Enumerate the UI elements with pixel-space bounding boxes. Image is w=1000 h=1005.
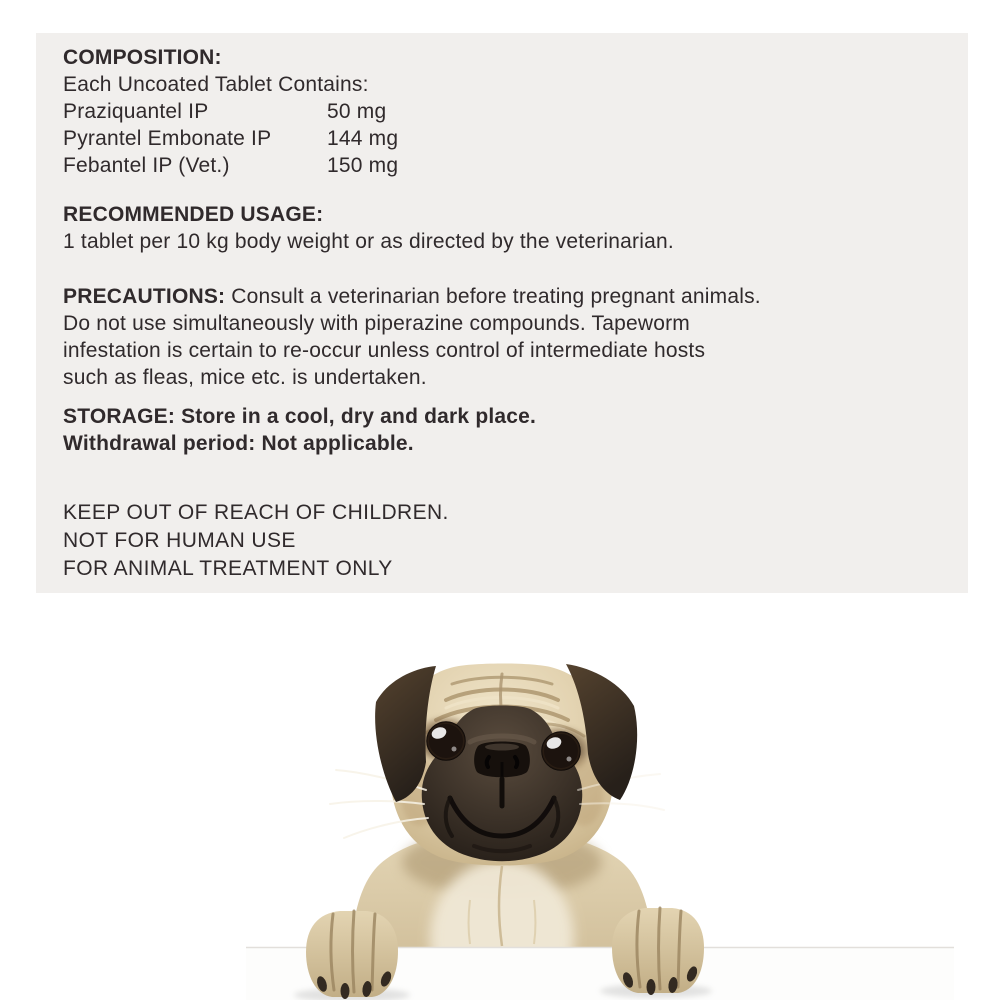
paw-shadow-left xyxy=(294,988,410,1000)
ingredient-row xyxy=(63,125,398,152)
pug-chest xyxy=(430,860,574,1000)
ingredient-amount: 144 mg xyxy=(327,127,399,150)
pug-whiskers xyxy=(330,770,664,838)
warning-line: FOR ANIMAL TREATMENT ONLY xyxy=(63,557,393,580)
pug-eye-right xyxy=(542,732,580,770)
pug-paw-right xyxy=(612,908,704,995)
pug-head xyxy=(330,664,664,866)
forehead-wrinkles xyxy=(420,674,584,736)
ingredient-name: Praziquantel IP xyxy=(63,100,209,123)
composition-section xyxy=(63,44,398,179)
ingredient-amount: 150 mg xyxy=(327,154,399,177)
precautions-line xyxy=(63,283,893,310)
pug-ear-left xyxy=(375,666,436,802)
ingredient-row xyxy=(63,98,398,125)
precautions-heading: PRECAUTIONS: xyxy=(63,285,226,308)
pug-muzzle xyxy=(422,706,583,862)
composition-intro: Each Uncoated Tablet Contains: xyxy=(63,73,369,96)
usage-heading: RECOMMENDED USAGE: xyxy=(63,203,324,226)
precautions-line: Do not use simultaneously with piperazine compounds. Tapeworm xyxy=(63,312,690,335)
pug-ear-right xyxy=(566,664,637,800)
warning-line: KEEP OUT OF REACH OF CHILDREN. xyxy=(63,501,449,524)
pug-paw-left xyxy=(306,911,398,999)
product-label-panel xyxy=(36,33,968,593)
ingredient-amount: 50 mg xyxy=(327,100,387,123)
ingredient-name: Febantel IP (Vet.) xyxy=(63,154,230,177)
pug-body xyxy=(350,828,655,1000)
precautions-text: Consult a veterinarian before treating pregnant animals. xyxy=(231,285,761,308)
usage-section xyxy=(63,201,674,255)
warnings-section xyxy=(63,499,449,583)
storage-section xyxy=(63,403,536,457)
warning-line: NOT FOR HUMAN USE xyxy=(63,529,296,552)
composition-heading: COMPOSITION: xyxy=(63,46,222,69)
precautions-section xyxy=(63,283,893,391)
paw-shadow-right xyxy=(600,984,712,998)
ingredient-name: Pyrantel Embonate IP xyxy=(63,127,272,150)
precautions-line: such as fleas, mice etc. is undertaken. xyxy=(63,366,427,389)
ingredient-row xyxy=(63,152,398,179)
storage-line: STORAGE: Store in a cool, dry and dark place. xyxy=(63,405,537,428)
white-board-ledge xyxy=(246,947,954,1000)
usage-text: 1 tablet per 10 kg body weight or as directed by the veterinarian. xyxy=(63,230,674,253)
pug-mouth xyxy=(446,779,559,851)
pug-eye-left xyxy=(427,722,465,760)
pug-nose xyxy=(474,742,530,778)
withdrawal-line: Withdrawal period: Not applicable. xyxy=(63,432,414,455)
precautions-line: infestation is certain to re-occur unless control of intermediate hosts xyxy=(63,339,706,362)
